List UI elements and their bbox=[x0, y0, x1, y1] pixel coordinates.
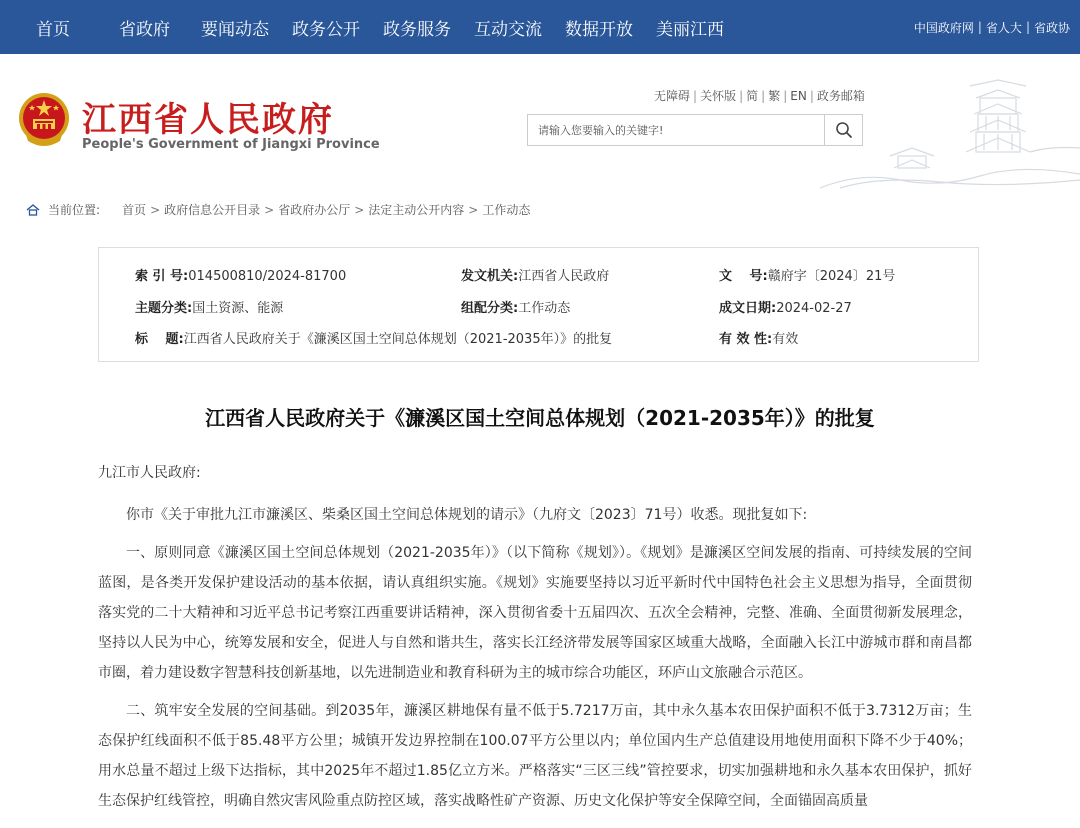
meta-key: 文 号: bbox=[719, 269, 768, 284]
link-china-gov[interactable]: 中国政府网 bbox=[913, 20, 974, 35]
article-paragraph: 二、筑牢安全发展的空间基础。到2035年，濂溪区耕地保有量不低于5.7217万亩，其中永久基本农田保护面积不低于3.7312万亩；生态保护红线面积不低于85.48平方公里；城镇开发边界控制在100.07平方公里以内；单位国内生产总值建设用地使用面积下降不少于40%；用水总量不超过上级下达指标，其中2025年不超过1.85亿立方米。严格落实“三区三线”管控要求，切实加强耕地和永久基本农田保护，抓好生态保护红线管控，明确自然灾害风险重点防控区域，落实战略性矿产资源、历史文化保护等安全保障空间，全面锚固高质量 bbox=[98, 703, 972, 809]
meta-validity bbox=[719, 328, 798, 347]
nav-item-news[interactable]: 要闻动态 bbox=[201, 19, 269, 40]
nav-item-interaction[interactable]: 互动交流 bbox=[474, 19, 542, 40]
meta-document-number bbox=[719, 265, 895, 284]
meta-value: 国土资源、能源 bbox=[192, 301, 284, 316]
breadcrumb-item-info-catalog[interactable]: 政府信息公开目录 bbox=[164, 203, 261, 217]
link-care-version[interactable]: 关怀版 bbox=[700, 89, 737, 103]
link-provincial-cppcc[interactable]: 省政协 bbox=[1033, 20, 1070, 35]
meta-key: 有 效 性: bbox=[719, 332, 773, 347]
site-title[interactable]: 江西省人民政府 bbox=[82, 100, 334, 140]
link-simplified[interactable]: 简 bbox=[746, 89, 759, 103]
nav-item-open-data[interactable]: 数据开放 bbox=[565, 19, 633, 40]
meta-group bbox=[461, 297, 570, 316]
breadcrumb-separator: > bbox=[468, 202, 479, 217]
link-gov-mailbox[interactable]: 政务邮箱 bbox=[816, 89, 865, 103]
meta-key: 索 引 号: bbox=[135, 269, 189, 284]
breadcrumb-label: 当前位置: bbox=[48, 203, 101, 217]
meta-subject bbox=[135, 328, 612, 347]
breadcrumb-item-statutory-content[interactable]: 法定主动公开内容 bbox=[368, 203, 465, 217]
breadcrumb-item-general-office[interactable]: 省政府办公厅 bbox=[278, 203, 351, 217]
national-emblem-icon[interactable] bbox=[16, 91, 72, 149]
link-english[interactable]: EN bbox=[790, 89, 807, 103]
nav-item-province-gov[interactable]: 省政府 bbox=[119, 19, 170, 40]
meta-key: 发文机关: bbox=[461, 269, 519, 284]
meta-date bbox=[719, 297, 852, 316]
meta-index-number bbox=[135, 265, 346, 284]
meta-key: 成文日期: bbox=[719, 301, 777, 316]
site-subtitle: People's Government of Jiangxi Province bbox=[82, 137, 380, 152]
meta-value: 江西省人民政府关于《濂溪区国土空间总体规划（2021-2035年）》的批复 bbox=[183, 332, 613, 347]
link-traditional[interactable]: 繁 bbox=[768, 89, 781, 103]
home-icon bbox=[26, 204, 40, 216]
meta-value: 2024-02-27 bbox=[776, 301, 852, 316]
breadcrumb-item-work-news[interactable]: 工作动态 bbox=[482, 203, 531, 217]
main-menu bbox=[0, 0, 724, 54]
nav-item-gov-affairs-open[interactable]: 政务公开 bbox=[292, 19, 360, 40]
article-paragraph: 一、原则同意《濂溪区国土空间总体规划（2021-2035年）》（以下简称《规划》）。《规划》是濂溪区空间发展的指南、可持续发展的空间蓝图，是各类开发保护建设活动的基本依据，请认真组织实施。《规划》实施要坚持以习近平新时代中国特色社会主义思想为指导，全面贯彻落实党的二十大精神和习近平总书记考察江西重要讲话精神，深入贯彻省委十五届四次、五次全会精神，完整、准确、全面贯彻新发展理念，坚持以人民为中心，统筹发展和安全，促进人与自然和谐共生，落实长江经济带发展等国家区域重大战略，全面融入长江中游城市群和南昌都市圈，着力建设数字智慧科技创新基地，以先进制造业和教育科研为主的城市综合功能区，环庐山文旅融合示范区。 bbox=[98, 545, 972, 681]
meta-key: 组配分类: bbox=[461, 301, 519, 316]
separator: | bbox=[761, 89, 766, 103]
nav-item-gov-services[interactable]: 政务服务 bbox=[383, 19, 451, 40]
meta-issuer bbox=[461, 265, 609, 284]
separator: | bbox=[1025, 20, 1030, 34]
search-input[interactable] bbox=[528, 115, 824, 145]
separator: | bbox=[783, 89, 788, 103]
meta-value: 工作动态 bbox=[518, 301, 571, 316]
breadcrumb-item-home[interactable]: 首页 bbox=[122, 203, 147, 217]
document-meta-table bbox=[98, 247, 979, 362]
top-nav-bar bbox=[0, 0, 1080, 54]
meta-value: 有效 bbox=[772, 332, 799, 347]
breadcrumb bbox=[26, 201, 530, 218]
breadcrumb-separator: > bbox=[354, 202, 365, 217]
separator: | bbox=[739, 89, 744, 103]
article-addressee: 九江市人民政府: bbox=[98, 465, 201, 481]
separator: | bbox=[693, 89, 698, 103]
article-paragraph: 你市《关于审批九江市濂溪区、柴桑区国土空间总体规划的请示》（九府文〔2023〕71号）收悉。现批复如下: bbox=[126, 507, 808, 523]
meta-topic bbox=[135, 297, 283, 316]
meta-value: 014500810/2024-81700 bbox=[188, 269, 347, 284]
link-accessibility[interactable]: 无障碍 bbox=[654, 89, 691, 103]
meta-key: 标 题: bbox=[135, 332, 184, 347]
pavilion-skyline-image bbox=[820, 76, 1080, 189]
site-header bbox=[0, 54, 1080, 189]
nav-item-beautiful-jiangxi[interactable]: 美丽江西 bbox=[656, 19, 724, 40]
article-title: 江西省人民政府关于《濂溪区国土空间总体规划（2021-2035年）》的批复 bbox=[205, 406, 875, 430]
search-box bbox=[527, 114, 863, 146]
breadcrumb-separator: > bbox=[150, 202, 161, 217]
separator: | bbox=[809, 89, 814, 103]
separator: | bbox=[977, 20, 982, 34]
article-body bbox=[98, 458, 972, 824]
link-provincial-congress[interactable]: 省人大 bbox=[985, 20, 1022, 35]
meta-value: 赣府字〔2024〕21号 bbox=[767, 269, 896, 284]
breadcrumb-separator: > bbox=[264, 202, 275, 217]
nav-item-home[interactable]: 首页 bbox=[36, 19, 70, 40]
meta-key: 主题分类: bbox=[135, 301, 193, 316]
top-right-links bbox=[914, 0, 1070, 54]
meta-value: 江西省人民政府 bbox=[518, 269, 610, 284]
